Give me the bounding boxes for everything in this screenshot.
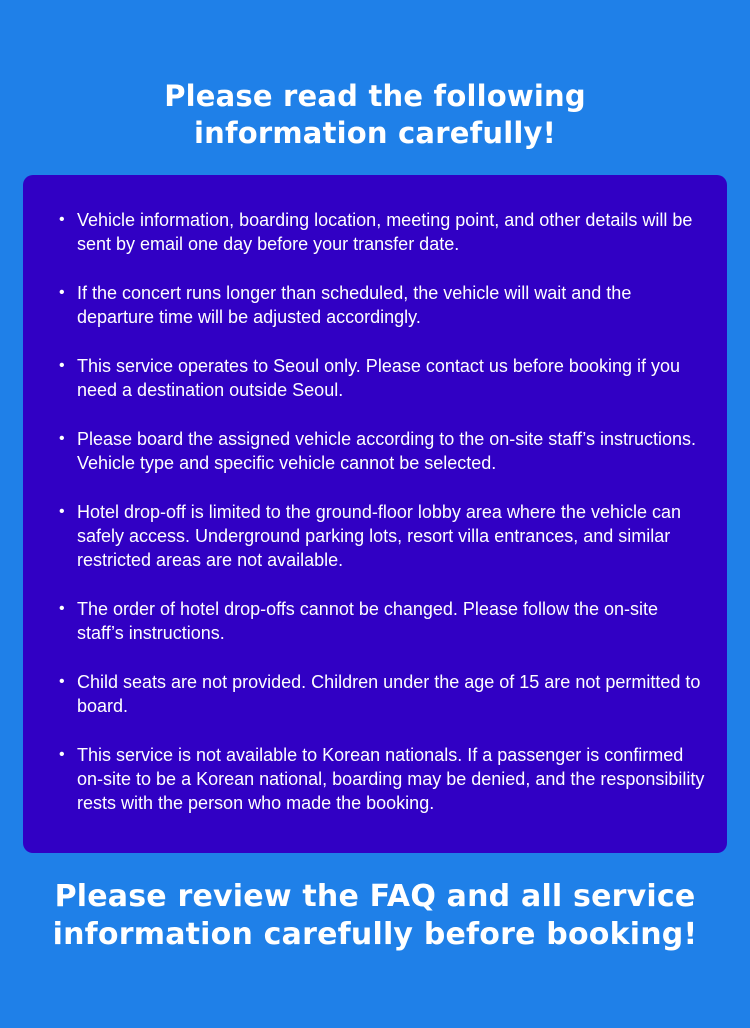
notice-item	[59, 597, 709, 645]
notice-panel	[23, 175, 727, 853]
bullet-icon: •	[59, 673, 65, 690]
notice-list	[59, 208, 709, 815]
notice-text: If the concert runs longer than scheduled, the vehicle will wait and the departure time will be adjusted accordingly.	[77, 283, 632, 327]
notice-text: Please board the assigned vehicle according to the on-site staff’s instructions. Vehicle type and specific vehicle cannot be selected.	[77, 429, 697, 473]
bullet-icon: •	[59, 600, 65, 617]
notice-text: This service operates to Seoul only. Please contact us before booking if you need a destination outside Seoul.	[77, 356, 681, 400]
notice-item	[59, 208, 709, 256]
bullet-icon: •	[59, 503, 65, 520]
notice-text: Hotel drop-off is limited to the ground-floor lobby area where the vehicle can safely access. Underground parking lots, resort villa entrances, and similar restricted areas are not available.	[77, 502, 682, 570]
page-title-line-2: information carefully!	[193, 116, 557, 150]
bullet-icon: •	[59, 284, 65, 301]
notice-text: This service is not available to Korean nationals. If a passenger is confirmed on-site to be a Korean national, boarding may be denied, and the responsibility rests with the person who made the booking.	[77, 745, 705, 813]
notice-text: Child seats are not provided. Children under the age of 15 are not permitted to board.	[77, 672, 701, 716]
page-title-line-1: Please read the following	[164, 79, 586, 113]
footer-reminder-line-2: information carefully before booking!	[52, 917, 698, 952]
notice-item	[59, 500, 709, 572]
notice-item	[59, 281, 709, 329]
notice-item	[59, 743, 709, 815]
page-title	[0, 78, 750, 152]
notice-text: Vehicle information, boarding location, meeting point, and other details will be sent by email one day before your transfer date.	[77, 210, 693, 254]
bullet-icon: •	[59, 746, 65, 763]
bullet-icon: •	[59, 211, 65, 228]
notice-text: The order of hotel drop-offs cannot be changed. Please follow the on-site staff’s instructions.	[77, 599, 659, 643]
footer-reminder	[0, 878, 750, 954]
notice-item	[59, 354, 709, 402]
bullet-icon: •	[59, 430, 65, 447]
notice-item	[59, 670, 709, 718]
notice-item	[59, 427, 709, 475]
bullet-icon: •	[59, 357, 65, 374]
footer-reminder-line-1: Please review the FAQ and all service	[54, 879, 696, 914]
